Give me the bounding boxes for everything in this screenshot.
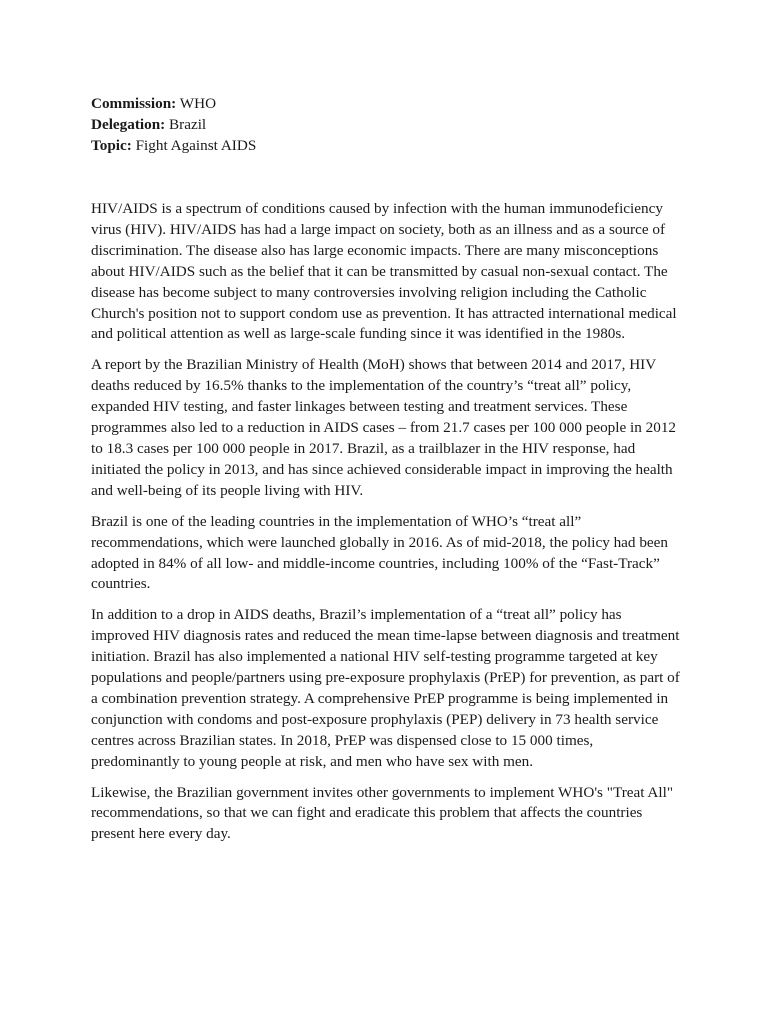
paragraph	[91, 512, 686, 596]
delegation-value: Brazil	[169, 116, 207, 133]
commission-value: WHO	[179, 95, 217, 112]
paragraph-line: initiated the policy in 2013, and has since achieved considerable impact in improving the health	[91, 460, 673, 478]
paragraph-line: discrimination. The disease also has large economic impacts. There are many misconceptions	[91, 241, 659, 259]
document-header	[91, 93, 686, 156]
topic-label: Topic:	[91, 137, 132, 154]
paragraph-line: populations and people/partners using pre-exposure prophylaxis (PrEP) for prevention, as part of	[91, 669, 680, 687]
paragraph-line: virus (HIV). HIV/AIDS has had a large impact on society, both as an illness and as a source of	[91, 220, 666, 238]
paragraph-line: Church's position not to support condom use as prevention. It has attracted international medical	[91, 304, 677, 322]
paragraph-line: adopted in 84% of all low- and middle-income countries, including 100% of the “Fast-Track”	[91, 554, 660, 572]
paragraph-line: recommendations, so that we can fight and eradicate this problem that affects the countries	[91, 804, 643, 822]
paragraph	[91, 355, 686, 501]
paragraph-line: HIV/AIDS is a spectrum of conditions caused by infection with the human immunodeficiency	[91, 200, 663, 217]
paragraph-line: to 18.3 cases per 100 000 people in 2017. Brazil, as a trailblazer in the HIV response, had	[91, 439, 636, 457]
paragraph-line: A report by the Brazilian Ministry of Health (MoH) shows that between 2014 and 2017, HIV	[91, 356, 657, 374]
paragraph	[91, 783, 686, 846]
paragraph-line: deaths reduced by 16.5% thanks to the implementation of the country’s “treat all” policy,	[91, 377, 632, 395]
commission-label: Commission:	[91, 95, 177, 112]
paragraph-line: programmes also led to a reduction in AIDS cases – from 21.7 cases per 100 000 people in 2012	[91, 419, 677, 437]
topic-line	[91, 135, 686, 156]
commission-line	[91, 93, 686, 114]
paragraph-line: countries.	[91, 575, 151, 593]
paragraph-line: predominantly to young people at risk, and men who have sex with men.	[91, 752, 534, 770]
paragraph-line: present here every day.	[91, 825, 231, 843]
paragraph-line: expanded HIV testing, and faster linkages between testing and treatment services. These	[91, 398, 628, 416]
document-page	[91, 93, 686, 855]
paragraph-line: a combination prevention strategy. A comprehensive PrEP programme is being implemented in	[91, 689, 669, 707]
paragraph-line: and political attention as well as large-scale funding since it was identified in the 1980s.	[91, 325, 626, 343]
paragraph-line: centres across Brazilian states. In 2018, PrEP was dispensed close to 15 000 times,	[91, 731, 594, 749]
paragraph-line: initiation. Brazil has also implemented a national HIV self-testing programme targeted at key	[91, 648, 658, 666]
paragraph-line: improved HIV diagnosis rates and reduced the mean time-lapse between diagnosis and treatment	[91, 627, 680, 645]
paragraph-line: and well-being of its people living with HIV.	[91, 481, 364, 499]
paragraph-line: Brazil is one of the leading countries in the implementation of WHO’s “treat all”	[91, 512, 582, 530]
delegation-line	[91, 114, 686, 135]
paragraph-line: Likewise, the Brazilian government invites other governments to implement WHO's "Treat All"	[91, 783, 674, 801]
topic-value: Fight Against AIDS	[135, 137, 257, 154]
paragraph-line: conjunction with condoms and post-exposure prophylaxis (PEP) delivery in 73 health service	[91, 710, 659, 728]
paragraph	[91, 199, 686, 345]
paragraph-line: recommendations, which were launched globally in 2016. As of mid-2018, the policy had been	[91, 533, 668, 551]
paragraph-line: about HIV/AIDS such as the belief that it can be transmitted by casual non-sexual contact. The	[91, 262, 668, 280]
delegation-label: Delegation:	[91, 116, 166, 133]
paragraph	[91, 605, 686, 772]
paragraph-line: In addition to a drop in AIDS deaths, Brazil’s implementation of a “treat all” policy has	[91, 606, 622, 624]
document-body	[91, 199, 686, 845]
paragraph-line: disease has become subject to many controversies involving religion including the Catholic	[91, 283, 647, 301]
